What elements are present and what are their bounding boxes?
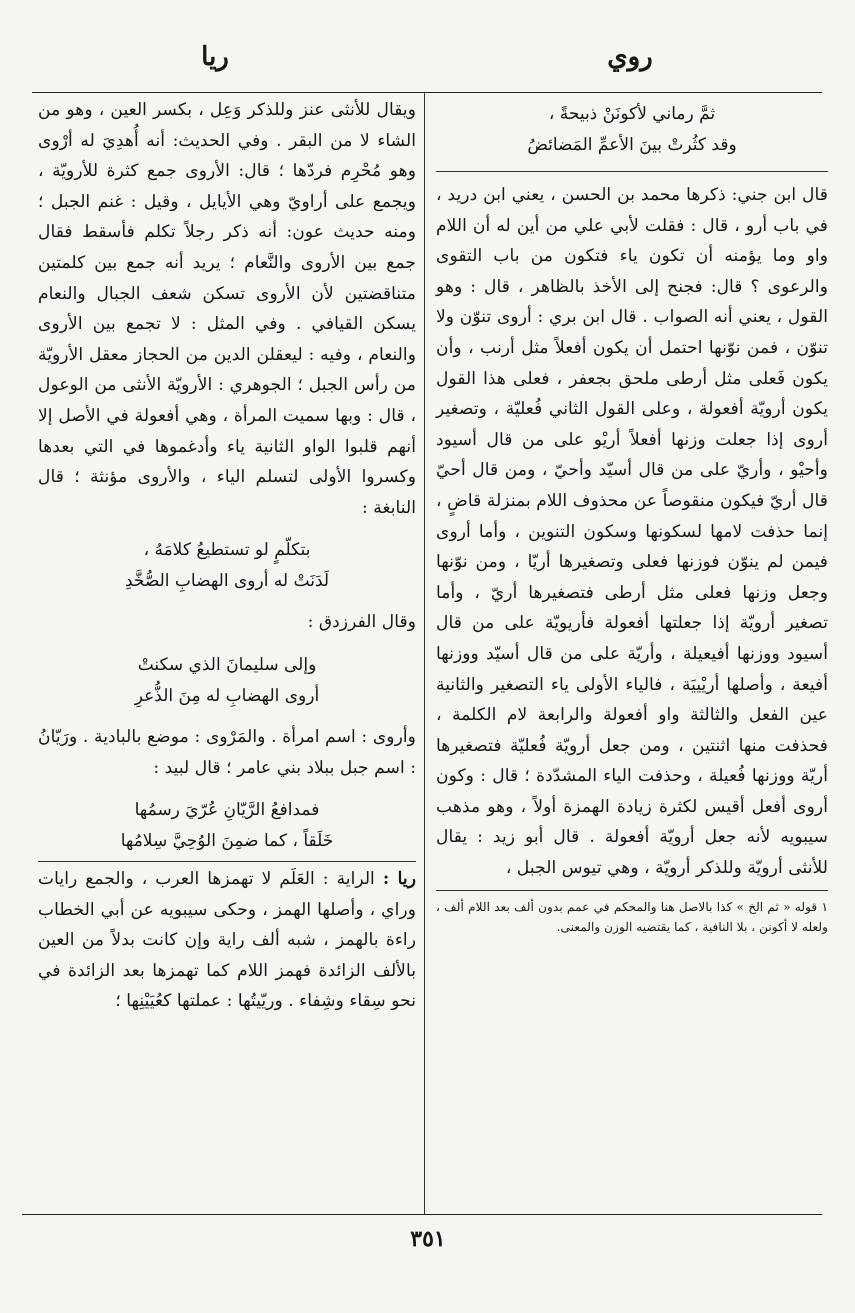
left-paragraph-2: وأروى : اسم امرأة . والمَرْوى : موضع بالبادية . ورَيّانُ : اسم جبل ببلاد بني عامر ؛ قال لبيد : [38,726,416,778]
verse-line: وإلى سليمانَ الذي سكنتْ [137,654,317,675]
verse-line: خَلَقاً ، كما ضمِنَ الوُحِيَّ سِلامُها [120,831,334,852]
verse-line: بتكلّمٍ لو تستطيعُ كلامَهُ ، [143,540,311,561]
verse-farazdaq [38,650,416,712]
left-paragraph-1: ويقال للأنثى عنز وللذكر وَعِل ، بكسر العين ، وهو من الشاء لا من البقر . وفي الحديث: أنه أُهدِيَ له أرْوى وهو مُحْرِم فردّها ؛ قال: الأروى جمع كثرة للأرويّة ، ويجمع على أراويّ وهي الأيايل ، وقيل : غنم الجبل ؛ ومنه حديث عون: أنه ذكر رجلاً تكلم فأسقط فقال جمع بين الأروى والنَّعام ؛ يريد أنه جمع بين كلمتين متناقضتين لأن الأروى تسكن شعف الجبال والنعام يسكن القيافي . وفي المثل : لا تجمع بين الأروى والنعام ، وفيه : ليعقلن الدين من الحجاز معقل الأرويّة من رأس الجبل ؛ الجوهري : الأرويّة الأنثى من الوعول ، قال : وبها سميت المرأة ، وهي أفعولة في الأصل إلا أنهم قلبوا الواو الثانية ياء وأدغموها في التي بعدها وكسروا الأولى لتسلم الياء ، والأروى مؤنثة ؛ قال النابغة : [38,100,416,518]
verse-line: ثمَّ رماني لأكونَنْ ذبيحةً ، [548,104,716,124]
column-divider [424,92,425,1214]
bottom-rule [22,1214,822,1215]
section-rule [436,171,828,172]
verse-line: فمدافعُ الرَّيّانِ عُرّيَ رسمُها [134,800,320,821]
entry-text: الراية : العَلَم لا تهمزها العرب ، والجمع رايات وراي ، وأصلها الهمز ، وحكى سيبويه عن أبي الخطاب راءة بالهمز ، شبه ألف راية وإن كانت بدلاً من العين بالألف الزائدة فهمز اللام كما تهمزها بعد الزائدة في نحو سِقاء وشِفاء . وريّيتُها : عملتها كعُيَيْنِها ؛ [38,869,416,1012]
verse-nabigha [38,535,416,597]
page-number: ٣٥١ [410,1226,446,1252]
header-root-left: ريا [201,42,229,72]
top-rule [32,92,822,93]
farazdaq-intro: وقال الفرزدق : [307,612,416,633]
verse-labid [38,795,416,857]
verse-line: وقد كثُرتْ بينَ الأعمِّ المَضائضُ [527,135,737,155]
verse-line: لَدَنَتْ له أروى الهضابِ الصُّخَّدِ [124,571,330,592]
left-column [38,95,416,1017]
right-column [436,95,828,937]
footnote-rule [436,890,828,891]
footnote: ١ قوله « ثم الخ » كذا بالاصل هنا والمحكم في عمم بدون ألف بعد اللام ألف ، ولعله لا أكونن ، بلا النافية ، كما يقتضيه الوزن والمعنى. [436,899,828,934]
entry-headword: ريا : [382,869,416,890]
header-root-right: روي [607,42,653,72]
right-top-verse [436,99,828,161]
entry-riya [38,864,416,1017]
entry-rule [38,861,416,862]
verse-line: أروى الهضابِ له مِنَ الذُّعرِ [134,685,320,706]
right-paragraph: قال ابن جني: ذكرها محمد بن الحسن ، يعني ابن دريد ، في باب أرو ، قال : فقلت لأبي علي من أين له أن اللام واو وما يؤمنه أن تكون ياء فتكون من باب التقوى والرعوى ؟ قال: فجنح إلى الأخذ بالظاهر ، قال : وهو القول ، يعني أنه الصواب . قال ابن بري : أروى تنوّن ولا تنوّن ، فمن نوّنها احتمل أن يكون أفعلاً مثل أرنب ، وأن يكون فَعلى مثل أرطى ملحق بجعفر ، فعلى هذا القول يكون أرويّة أفعولة ، وعلى القول الثاني فُعليّة ، وتصغير أروى إذا جعلت وزنها أفعلاً أريْو على من قال أسيود وأحيْو ، وأريّ على من قال أسيّد وأحيّ ، ومن قال أحيّ قال أريّ فيكون منقوصاً عن محذوف اللام بمنزلة قاضٍ ، إنما حذفت لامها لسكونها وسكون التنوين ، وأما أروى فيمن لم ينوّن فوزنها فعلى وتصغيرها أريّا ، ومن نوّنها وجعل وزنها فعلى مثل أرطى فتصغيرها أريّ ، وأما تصغير أرويّة إذا جعلتها أفعولة فأريويّة على من قال أسيود ووزنها أفيعيلة ، وأريّة على من قال أسيّد ووزنها أفيعة ، وأصلها أريْييَة ، فالياء الأولى ياء التصغير والثانية عين الفعل والثالثة واو أفعولة والرابعة لام الكلمة ، فحذفت منها اثنتين ، ومن جعل أرويّة فُعليّة فتصغيرها أريّة ووزنها فُعيلة ، وحذفت الياء المشدّدة ؛ قال : وكون أروى أفعل أقيس لكثرة زيادة الهمزة أولاً ، وهو مذهب سيبويه لأنه جعل أرويّة أفعولة . قال أبو زيد : يقال للأنثى أرويّة وللذكر أرويّة ، وهي تيوس الجبل ، [436,185,828,879]
